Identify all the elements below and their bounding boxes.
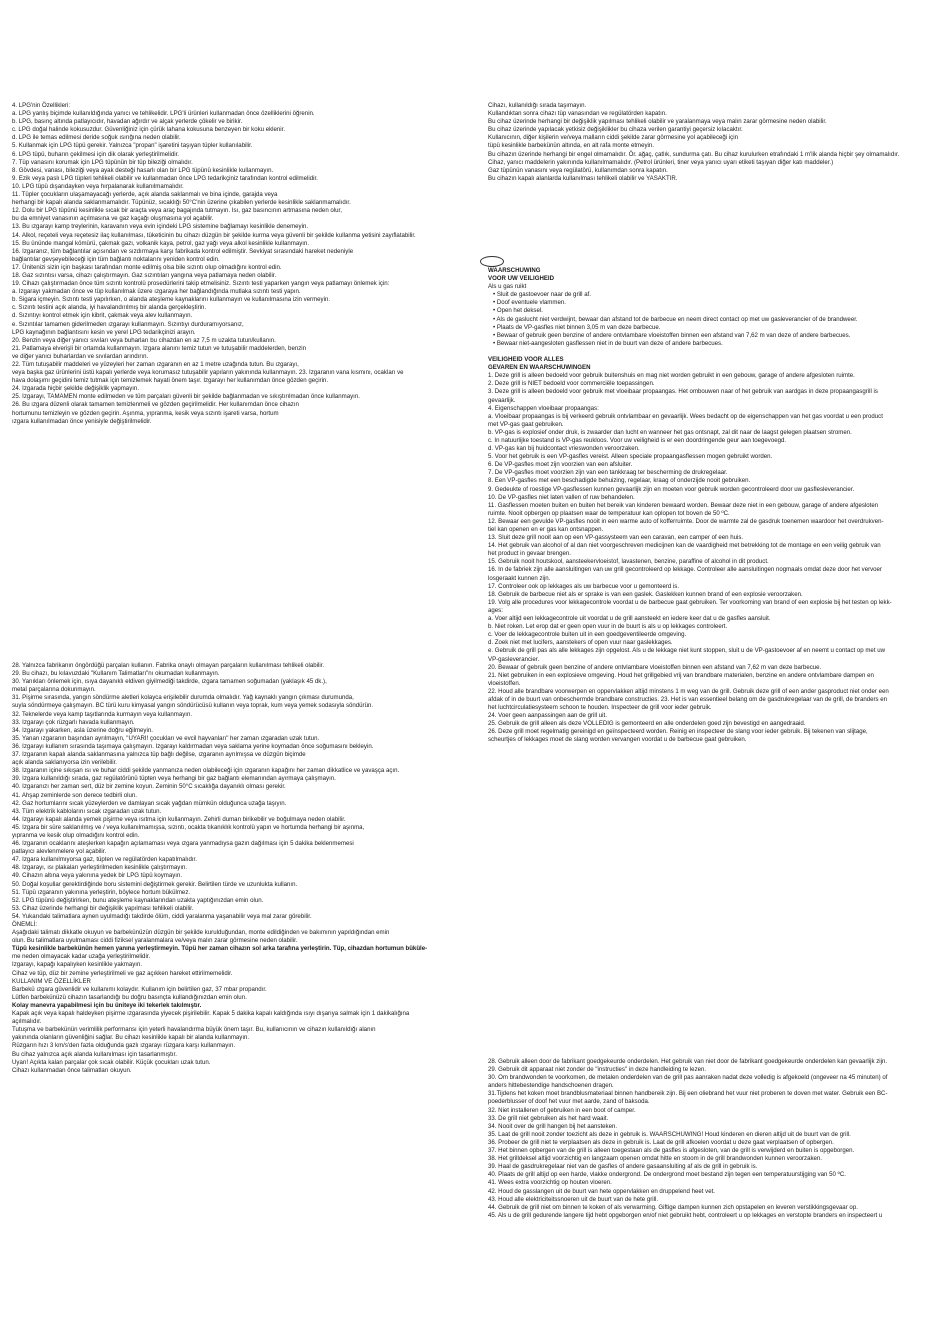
text-line: yıpranma ve kesik olup olmadığını kontrol edin. [12, 831, 140, 839]
text-line: b. VP-gas is explosief onder druk, is zwaarder dan lucht en wanneer het gas ontsnapt, zal dit naar de laagst gelegen plaatsen stromen. [488, 428, 852, 436]
text-line: 48. Izgarayı, ısı plakaları yerleştirilmeden kesinlikle çalıştırmayın. [12, 864, 188, 872]
text-line: 19. Volg alle procedures voor lekkagecontrole voordat u de barbecue gaat gebruiken. Ter voorkoming van brand of een explosie bij het testen op lekk- [488, 598, 892, 606]
text-line: 34. Izgarayı yakarken, asla üzerine doğru eğilmeyin. [12, 726, 153, 734]
text-line: 6. De VP-gasfles moet zijn voorzien van een afsluiter. [488, 461, 633, 469]
text-line: losgeraakt kunnen zijn. [488, 574, 551, 582]
text-line: bağlantılar gevşeyebileceği için tüm bağlantı noktalarını yeniden kontrol edin. [12, 255, 220, 263]
text-line: Tüpü kesinlikle barbekünün hemen yanına yerleştirmeyin. Tüpü her zaman cihazın sol arka tarafına yerleştirin. Tüp, cihazdan hortumun büküle- [12, 945, 428, 953]
text-line: 36. Probeer de grill niet te verplaatsen als deze in gebruik is. Laat de grill afkoelen voordat u deze gaat verplaatsen of opbergen. [488, 1138, 834, 1146]
text-line: a. Izgarayı yakmadan önce ve tüp kullanılmak üzere ızgaraya her bağlandığında mutlaka sızıntı testi yapın. [12, 288, 301, 296]
text-line: 13. Sluit deze grill nooit aan op een VP-gassysteem van een caravan, een camper of een huis. [488, 534, 744, 542]
text-line: 43. Houd alle elektriciteitssnoeren uit de buurt van de hete grill. [488, 1195, 659, 1203]
text-line: 36. Izgarayı kullanım sırasında taşımaya çalışmayın. Izgarayı kaldırmadan veya saklama yerine koymadan önce soğumasını bekleyin. [12, 742, 374, 750]
text-line: 46. Izgaranın ocaklarını ateşlerken kapağın açılamaması veya ızgara yanmadıysa gazın dağılması için 5 dakika beklenmemesi [12, 840, 354, 848]
text-line: 9. Ezik veya paslı LPG tüpleri tehlikeli olabilir ve kullanmadan önce LPG tedarikçiniz tarafından kontrol edilmelidir. [12, 174, 318, 182]
text-line: d. Sızıntıyı kontrol etmek için kibrit, çakmak veya alev kullanmayın. [12, 312, 193, 320]
turkish-column-top [12, 102, 470, 426]
text-line: tiel kan openen en er gas kan ontsnappen. [488, 526, 604, 533]
text-line: 10. De VP-gasfles niet laten vallen of ruw behandelen. [488, 493, 635, 501]
text-line: 7. De VP-gasfles moet voorzien zijn van een tankkraag ter bescherming de drukregelaar. [488, 469, 728, 477]
text-line: açılmalıdır. [12, 1018, 42, 1026]
text-line: 22. Houd alle brandbare voorwerpen en oppervlakken altijd minstens 1 m weg van de grill. Gebruik deze grill of een ander gasproduct niet onder een [488, 687, 889, 695]
text-line: 14. Alkol, reçeteli veya reçetesiz ilaç kullanılması, tüketicinin bu cihazı düzgün bir şekilde kurma veya güvenli bir şekilde kullanma yetisini zayıflatabilir. [12, 231, 416, 239]
text-line: • Doof eventuele vlammen. [493, 299, 566, 307]
text-line: 31.Tijdens het koken moet brandblusmateriaal binnen handbereik zijn. Bij een oliebrand het vuur niet proberen te doven met water. Gebruik een BC- [488, 1090, 888, 1098]
text-line: 54. Yukarıdaki talimatlara aynen uyulmadığı takdirde ölüm, ciddi yaralanma yaşanabilir veya mal zarar görebilir. [12, 912, 312, 920]
text-line: ruimte. Nooit opbergen op plaatsen waar de temperatuur kan oplopen tot boven de 50 ºC. [488, 509, 730, 517]
text-line: hortumunu temizleyin ve gözden geçirin. Aşınma, yıpranma, kesik veya sızıntı işareti varsa, hortum [12, 409, 279, 417]
text-line: poederblusser of doof het vuur met aarde, zand of baksoda. [488, 1098, 650, 1106]
text-line: Bu cihaz üzerinde herhangi bir değişiklik yapılması tehlikeli olabilir ve yaralanmaya veya malın zarar görmesine neden olabilir. [488, 118, 827, 126]
text-line: Bu cihazın kapalı alanlarda kullanılması tehlikeli olabilir ve YASAKTIR. [488, 174, 678, 182]
text-line: anders hittebestendige handschoenen dragen. [488, 1082, 614, 1090]
text-line: 1. Deze grill is alleen bedoeld voor gebruik buitenshuis en mag niet worden gebruikt in een gebouw, garage of andere afgesloten ruimte. [488, 372, 855, 380]
text-line: d. LPG ile temas edilmesi deride soğuk ısırığına neden olabilir. [12, 134, 181, 142]
text-line: 7. Tüp vanasını korumak için LPG tüpünün bir tüp bileziği olmalıdır. [12, 158, 193, 166]
text-line: 49. Cihazın altına veya yakınına yedek bir LPG tüpü koymayın. [12, 872, 183, 880]
text-line: Uyarı! Açıkta kalan parçalar çok sıcak olabilir. Küçük çocukları uzak tutun. [12, 1058, 211, 1066]
text-line: 22. Tüm tutuşabilir maddeleri ve yüzeyleri her zaman ızgaranın en az 1 metre uzağında tutun. Bu ızgarayı, [12, 361, 299, 368]
text-line: scheurtjes of lekkages moet de slang worden vervangen voordat u de barbecue gaat gebruiken. [488, 736, 747, 744]
text-line: 13. Bu ızgarayı kamp treylerinin, karavanın veya evin içindeki LPG sistemine bağlamayı kesinlikle denemeyin. [12, 223, 309, 231]
text-line: 8. Een VP-gasfles met een beschadigde behuizing, regelaar, kraag of onderzijde nooit gebruiken. [488, 477, 751, 485]
text-line: açık alanda saklanıyorsa izin verilebilir. [12, 759, 117, 767]
text-line: 20. Benzin veya diğer yanıcı sıvıları veya buharları bu cihazdan en az 7,5 m uzakta tutun/kullanın. [12, 336, 276, 344]
text-line: 28. Gebruik alleen door de fabrikant goedgekeurde onderdelen. Het gebruik van niet door de fabrikant goedgekeurde onderdelen kan gevaarlijk zijn. [488, 1058, 888, 1065]
text-line: 21. Patlamaya elverişli bir ortamda kullanmayın. Izgara alanını temiz tutun ve tutuşabilir maddelerden, benzin [12, 344, 307, 352]
text-line: 8. Gövdesi, vanası, bileziği veya ayak desteği hasarlı olan bir LPG tüpünü kesinlikle kullanmayın. [12, 166, 274, 174]
text-line: Aşağıdaki talimatı dikkatle okuyun ve barbekünüzün düzgün bir şekilde kurulduğundan, monte edildiğinden ve bakımının yapıldığından emin [12, 929, 390, 937]
text-line: patlayıcı alevlenmelere yol açabilir. [12, 848, 107, 856]
text-line: Cihazı, kullanıldığı sırada taşımayın. [488, 102, 587, 109]
text-line: herhangi bir kapalı alanda saklanmamalıdır. Tüpünüz, sıcaklığı 50°C'nin üzerine çıkabilen yerlerde kesinlikle saklanmamalıdır. [12, 199, 351, 207]
text-line: 24. Voer geen aanpassingen aan de grill uit. [488, 712, 607, 720]
text-line: 53. Cihaz üzerinde herhangi bir değişiklik yapılması tehlikeli olabilir. [12, 904, 194, 912]
text-line: Rüzgarın hızı 3 km/s'den fazla olduğunda gazlı ızgarayı rüzgara karşı kullanmayın. [12, 1042, 236, 1050]
text-line: GEVAREN EN WAARSCHUWINGEN [488, 364, 591, 372]
text-line: 28. Yalnızca fabrikanın öngördüğü parçaları kullanın. Fabrika onaylı olmayan parçaların kullanılması tehlikeli olabilir. [12, 662, 325, 669]
turkish-column-top-right [488, 102, 946, 183]
text-line: VEILIGHEID VOOR ALLES [488, 356, 564, 364]
text-line: • Bewaar niet-aangesloten gasflessen niet in de buurt van deze of andere barbecues. [493, 339, 723, 347]
text-line: c. In natuurlijke toestand is VP-gas reukloos. Voor uw veiligheid is er een doordringende geur aan toegevoegd. [488, 436, 787, 444]
text-line: 30. Yanıkları önlemek için, ısıya dayanıklı eldiven giyilmediği takdirde, ızgara tamamen soğumadan (yaklaşık 45 dk.), [12, 678, 327, 686]
text-line: b. Sigara içmeyin. Sızıntı testi yapılırken, o alanda ateşleme kaynaklarını kullanmayın ve kullanılmasına izin vermeyin. [12, 296, 331, 304]
text-line: hava dolaşımı geçidini temiz tutmak için temizlemek hayati önem taşır. Izgarayı her kullanımdan önce gözden geçirin. [12, 377, 329, 385]
text-line: 3. Deze grill is alleen bedoeld voor gebruik met vloeibaar propaangas. Het ombouwen naar of het gebruik van aardgas in deze propaangasgrill is [488, 388, 878, 396]
empty-oval-mark [480, 256, 504, 267]
text-line: 31. Pişirme sırasında, yangın söndürme aletleri kolayca erişilebilir durumda olmalıdır. Yağ kaynaklı yangın çıkması durumunda, [12, 694, 354, 702]
text-line: d. VP-gas kan bij huidcontact vrieswonden veroorzaken. [488, 445, 640, 453]
text-line: Kapak açık veya kapalı haldeyken pişirme ızgarasında yiyecek pişirilebilir. Kapak 5 dakika kapalı kaldığında ısıyı dışarıya salmak için 1 dakikalığına [12, 1010, 410, 1018]
text-line: 4. LPG'nin Özellikleri: [12, 102, 71, 109]
text-line: 41. Ahşap zeminlerde son derece tedbirli olun. [12, 791, 137, 799]
text-line: ages: [488, 606, 503, 614]
text-line: met VP-gas gaat gebruiken. [488, 420, 564, 428]
text-line: a. Voer altijd een lekkagecontrole uit voordat u de grill aansteekt en iedere keer dat u de gasfles aansluit. [488, 615, 771, 623]
text-line: b. LPG, basınç altında patlayıcıdır, havadan ağırdır ve alçak yerlerde çökelir ve birikir. [12, 118, 243, 126]
text-line: • Bewaar of gebruik geen benzine of andere ontvlambare vloeistoffen binnen een afstand van 7,62 m van deze of andere barbecues. [493, 331, 851, 339]
text-line: 10. LPG tüpü dışarıdayken veya hırpalanarak kullanılmamalıdır. [12, 182, 184, 190]
dutch-warning-column [488, 267, 946, 745]
text-line: ve diğer yanıcı buharlardan ve sıvılardan arındırın. [12, 352, 149, 360]
text-line: 19. Cihazı çalıştırmadan önce tüm sızıntı kontrolü prosedürlerini takip etmelisiniz. Sızıntı testi yaparken yangın veya patlamayı önlemek için: [12, 280, 390, 288]
text-line: 32. Teknelerde veya kamp taşıtlarında kurmayın veya kullanmayın. [12, 710, 193, 718]
text-line: me neden olmayacak kadar uzağa yerleştirilmelidir. [12, 953, 151, 961]
text-line: 44. Gebruik de grill niet om binnen te koken of als verwarming. Giftige dampen kunnen zich opstapelen en leveren verstikkingsgevaar op. [488, 1203, 858, 1211]
text-line: LPG kaynağının bağlantısını kesin ve yerel LPG tedarikçinizi arayın. [12, 328, 196, 336]
text-line: 2. Deze grill is NIET bedoeld voor commerciële toepassingen. [488, 380, 655, 388]
text-line: 15. Bu ününde mangal kömürü, çakmak gazı, volkanik kaya, petrol, gaz yağı veya alkol kesinlikle kullanmayın. [12, 239, 310, 247]
text-line: Kullandıktan sonra cihazı tüp vanasından ve regülatörden kapatın. [488, 110, 667, 118]
text-line: WAARSCHUWING [488, 267, 541, 274]
text-line: 41. Wees extra voorzichtig op houten vloeren. [488, 1179, 612, 1187]
text-line: e. Sızıntılar tamamen giderilmeden ızgarayı kullanmayın. Sızıntıyı durduramıyorsanız, [12, 320, 244, 328]
text-line: 40. Izgaranızı her zaman sert, düz bir zemine koyun. Zeminin 50°C sıcaklığa dayanıklı olması gerekir. [12, 783, 286, 791]
text-line: 17. Ünitenizi sizin için başkası tarafından monte edilmiş olsa bile sızıntı olup olmadığını kontrol edin. [12, 263, 282, 271]
text-line: 18. Gaz sızıntısı varsa, cihazı çalıştırmayın. Gaz sızıntıları yangına veya patlamaya neden olabilir. [12, 271, 277, 279]
text-line: • Open het deksel. [493, 307, 543, 315]
text-line: Izgarayı, kapağı kapalıyken kesinlikle yakmayın. [12, 961, 143, 969]
text-line: 38. Het grilldeksel altijd voorzichtig en langzaam openen omdat hitte en stoom in de grill brandwonden kunnen veroorzaken. [488, 1155, 823, 1163]
text-line: KULLANIM VE ÖZELLİKLER [12, 977, 91, 985]
text-line: 45. Izgara bir süre saklanılmış ve / veya kullanılmamışsa, sızıntı, ocakta tıkanıklık kontrolü yapın ve hortumda herhangi bir aşınma, [12, 823, 365, 831]
text-line: 47. Izgara kullanılmıyorsa gaz, tüpten ve regülatörden kapatılmalıdır. [12, 856, 197, 864]
text-line: bu da emniyet vanasının açılmasına ve gaz kaçağı oluşmasına yol açabilir. [12, 215, 214, 223]
text-line: 37. Het binnen opbergen van de grill is alleen toegestaan als de gasfles is afgesloten, van de grill is verwijderd en buiten is opgeborgen. [488, 1147, 855, 1155]
text-line: 37. Izgaranın kapalı alanda saklanmasına yalnızca tüp bağlı değilse, ızgaranın ayrılmışsa ve düzgün biçimde [12, 751, 306, 759]
text-line: 24. Izgarada hiçbir şekilde değişiklik yapmayın. [12, 385, 140, 393]
text-line: veya başka gaz ürünlerini üstü kapalı yerlerde veya korumasız tutuşabilir yapıların yakınında kullanmayın. 23. Izgaranın vana kısmını, ocakları ve [12, 369, 404, 377]
text-line: 5. Kullanmak için LPG tüpü gerekir. Yalnızca "propan" işaretini taşıyan tüpler kullanılabilir. [12, 142, 253, 150]
text-line: Cihazı kullanmadan önce talimatları okuyun. [12, 1066, 132, 1074]
text-line: 35. Yanan ızgaranın başından ayrılmayın, "UYARI! çocukları ve evcil hayvanları" her zaman ızgaradan uzak tutun. [12, 734, 320, 742]
text-line: Kolay manevra yapabilmesi için bu üniteye iki tekerlek takılmıştır. [12, 1001, 202, 1009]
text-line: 51. Tüpü ızgaranın yakınına yerleştirin, böylece hortum bükülmez. [12, 888, 191, 896]
text-line: 25. Izgarayı, TAMAMEN monte edilmeden ve tüm parçaları güvenli bir şekilde bağlanmadan ve sıkıştırılmadan önce kullanmayın. [12, 393, 360, 401]
text-line: b. Niet roken. Let erop dat er geen open vuur in de buurt is als u op lekkages controleert. [488, 623, 728, 631]
text-line: Bu cihazın üzerinde herhangi bir engel olmamalıdır. Ör. ağaç, çatlık, sundurma çatı. Bu cihaz kurulurken etrafındaki 1 m'lik alanda hiçbir şey olmamalıdır. [488, 150, 900, 158]
text-line: ızgara kullanılmadan önce yenisiyle değiştirilmelidir. [12, 417, 152, 425]
text-line: 52. LPG tüpünü değiştirirken, bunu ateşleme kaynaklarından uzakta yaptığınızdan emin olun. [12, 896, 264, 904]
turkish-column-bottom [12, 662, 470, 1075]
text-line: Tutuşma ve barbekünün verimlilik performansı için yeterli havalandırma büyük önem taşır. Bu, kullanıcının ve cihazın kullanıldığı alanın [12, 1026, 376, 1034]
text-line: c. Sızıntı testini açık alanda, iyi havalandırılmış bir alanda gerçekleştirin. [12, 304, 207, 312]
text-line: 42. Gaz hortumlarını sıcak yüzeylerden ve damlayan sıcak yağdan mümkün olduğunca uzağa taşıyın. [12, 799, 287, 807]
text-line: Als u gas ruikt [488, 283, 527, 291]
text-line: 35. Laat de grill nooit zonder toezicht als deze in gebruik is. WAARSCHUWING! Houd kinderen en dieren altijd uit de buurt van de grill. [488, 1130, 851, 1138]
text-line: 16. In de fabriek zijn alle aansluitingen van uw grill gecontroleerd op lekkage. Controleer alle aansluitingen nogmaals omdat deze door het vervoer [488, 566, 882, 574]
text-line: 38. Izgaranın içine sıkışan ısı ve buhar ciddi şekilde yanmanıza neden olabileceği için ızgaranın kapağını her zaman dikkatlice ve yavaşça açın. [12, 767, 400, 775]
text-line: 26. Deze grill moet regelmatig gereinigd en geïnspecteerd worden. Reinig en inspecteer de slang voor ieder gebruik. Bij tekenen van slijtage, [488, 728, 868, 736]
text-line: 29. Gebruik dit apparaat niet zonder de "instructies" in deze handleiding te lezen. [488, 1066, 707, 1074]
text-line: het luchtcirculatiesysteem schoon te houden. Inspecteer de grill voor ieder gebruik. [488, 704, 712, 712]
text-line: 50. Doğal koşullar gerektirdiğinde boru sistemini değiştirmek gerekir. Belirtilen türde ve uzunlukta kullanın. [12, 880, 298, 888]
text-line: 44. Izgarayı kapalı alanda yemek pişirme veya ısıtma için kullanmayın. Zehirli duman birikebilir ve boğulmaya neden olabilir. [12, 815, 346, 823]
text-line: c. LPG doğal halinde kokusuzdur. Güvenliğiniz için çürük lahana kokusuna benzeyen bir koku eklenir. [12, 126, 286, 134]
text-line: 11. Gasflessen moeten buiten en buiten het bereik van kinderen bewaard worden. Bewaar deze niet in een gebouw, garage of andere afgesloten [488, 501, 879, 509]
text-line: olun. Bu talimatlara uyulmaması ciddi fiziksel yaralanmalara ve/veya malın zarar görmesine neden olabilir. [12, 937, 298, 945]
text-line: 4. Eigenschappen vloeibaar propaangas: [488, 404, 599, 412]
text-line: 16. Izgaranız, tüm bağlantılar açısından ve sızdırmaya karşı fabrikada kontrol edilmiştir. Sevkiyat sırasındaki hareket nedeniyle [12, 247, 354, 255]
text-line: 12. Bewaar een gevulde VP-gasfles nooit in een warme auto of kofferruimte. Door de warmte zal de gasdruk toenemen waardoor het overdrukven- [488, 517, 884, 525]
text-line: 30. Om brandwonden te voorkomen, de metalen onderdelen van de grill pas aanraken nadat deze volledig is afgekoeld (ongeveer na 45 minuten) of [488, 1074, 888, 1082]
text-line: het product in gevaar brengen. [488, 550, 572, 558]
text-line: 18. Gebruik de barbecue niet als er sprake is van een gaslek. Gaslekken kunnen brand of een explosie veroorzaken. [488, 590, 803, 598]
text-line: • Sluit de gastoevoer naar de grill af. [493, 291, 591, 299]
text-line: 43. Tüm elektrik kablolarını sıcak ızgaradan uzak tutun. [12, 807, 162, 815]
text-line: Gaz tüpünün vanasını veya regülatörü, kullanımdan sonra kapatın. [488, 166, 668, 174]
text-line: a. Vloeibaar propaangas is bij verkeerd gebruik ontvlambaar en gevaarlijk. Wees bedacht op de eigenschappen van het gas voordat u een product [488, 412, 883, 420]
text-line: 39. Haal de gasdrukregelaar niet van de gasfles of andere gasaansluiting af als de grill in gebruik is. [488, 1163, 758, 1171]
text-line: vloeistoffen. [488, 679, 521, 687]
text-line: 11. Tüpler çocukların ulaşamayacağı yerlerde, açık alanda saklanmalı ve bina içinde, garajda veya [12, 191, 278, 199]
text-line: 15. Gebruik nooit houtskool, aansteekervloeistof, lavastenen, benzine, paraffine of alcohol in dit product. [488, 558, 769, 566]
text-line: • Als de gaslucht niet verdwijnt, bewaar dan afstand tot de barbecue en neem direct contact op met uw gasleverancier of de brandweer. [493, 315, 858, 323]
text-line: Bu cihaz üzerinde yapılacak yetkisiz değişiklikler bu cihaza verilen garantiyi geçersiz kılacaktır. [488, 126, 743, 134]
text-line: a. LPG yanlış biçimde kullanıldığında yanıcı ve tehlikelidir. LPG'li ürünleri kullanmadan önce özelliklerini öğrenin. [12, 110, 315, 118]
text-line: metal parçalarına dokunmayın. [12, 686, 96, 694]
text-line: 45. Als u de grill gedurende langere tijd hebt opgeborgen en/of niet gebruikt hebt, controleert u op lekkages en verstopte branders en inspecteert u [488, 1211, 883, 1219]
text-line: yakınında olanların güvenliğini sağlar. Bu cihazı kesinlikle kapalı bir alanda kullanmayın. [12, 1034, 250, 1042]
text-line: 17. Controleer ook op lekkages als uw barbecue voor u gemonteerd is. [488, 582, 680, 590]
text-line: 32. Niet installeren of gebruiken in een boot of camper. [488, 1106, 636, 1114]
text-line: e. Gebruik de grill pas als alle lekkages zijn opgelost. Als u de lekkage niet kunt stoppen, sluit u de VP-gastoevoer af en neemt u contact op met uw [488, 647, 886, 655]
text-line: 33. De grill niet gebruiken als het hard waait. [488, 1114, 609, 1122]
text-line: 21. Niet gebruiken in een explosieve omgeving. Houd het grillgebied vrij van brandbare materialen, benzine en andere ontvlambare dampen en [488, 671, 874, 679]
text-line: VOOR UW VEILIGHEID [488, 275, 555, 283]
text-line: 33. Izgarayı çok rüzgarlı havada kullanmayın. [12, 718, 135, 726]
text-line: Cihaz, yanıcı maddelerin yakınında kullanılmamalıdır. (Petrol ürünleri, tiner veya yanıcı uyarı etiketi taşıyan diğer katı maddeler.) [488, 158, 834, 166]
text-line: 29. Bu cihazı, bu kılavuzdaki "Kullanım Talimatları"nı okumadan kullanmayın. [12, 670, 220, 678]
text-line: 25. Gebruik de grill alleen als deze VOLLEDIG is gemonteerd en alle onderdelen goed zijn bevestigd en aangedraaid. [488, 720, 806, 728]
text-line: 14. Het gebruik van alcohol of al dan niet voorgeschreven medicijnen kan de vaardigheid met betrekking tot de montage en een veilig gebruik van [488, 542, 881, 550]
text-line: c. Voer de lekkagecontrole buiten uit in een goedgeventileerde omgeving. [488, 631, 687, 639]
text-line: Bu cihaz yalnızca açık alanda kullanılması için tasarlanmıştır. [12, 1050, 177, 1058]
text-line: afdak of in de buurt van onbeschermde brandbare constructies. 23. Het is van essentieel belang om de gasdrukregelaar van de grill, de branders en [488, 695, 888, 703]
text-line: 34. Nooit over de grill hangen bij het aansteken. [488, 1122, 618, 1130]
text-line: 39. Izgara kullanıldığı sırada, gaz regülatörünü tüpten veya herhangi bir gaz bağlantı elemanından ayırmaya çalışmayın. [12, 775, 336, 783]
text-line: • Plaats de VP-gasfles niet binnen 3,05 m van deze barbecue. [493, 323, 661, 331]
text-line: 5. Voor het gebruik is een VP-gasfles vereist. Alleen speciale propaangasflessen mogen gebruikt worden. [488, 453, 773, 461]
text-line: 6. LPG tüpü, buharın çekilmesi için dik olarak yerleştirilmelidir. [12, 150, 179, 158]
text-line: suyla söndürmeye çalışmayın. BC türü kuru kimyasal yangın söndürücüsü kullanın veya toprak, kum veya yemek sodasıyla söndürün. [12, 702, 374, 710]
text-line: d. Zoek niet met lucifers, aanstekers of open vuur naar gaslekkages. [488, 639, 673, 647]
text-line: 42. Houd de gasslangen uit de buurt van hete oppervlakken en druppelend heet vet. [488, 1187, 715, 1195]
text-line: 12. Dolu bir LPG tüpünü kesinlikle sıcak bir araçta veya araç bagajında tutmayın. Isı, gaz basıncının artmasına neden olur, [12, 207, 342, 215]
text-line: VP-gasleverancier. [488, 655, 540, 663]
text-line: 20. Bewaar of gebruik geen benzine of andere ontvlambare vloeistoffen binnen een afstand van 7,62 m van deze barbecue. [488, 663, 822, 671]
text-line: gevaarlijk. [488, 396, 516, 404]
text-line: 40. Plaats de grill altijd op een harde, vlakke ondergrond. De ondergrond moet bestand zijn tegen een temperatuurstijging van 50 ºC. [488, 1171, 846, 1179]
text-line: 26. Bu ızgara düzenli olarak tamamen temizlenmeli ve gözden geçirilmelidir. Her kullanımdan önce cihazın [12, 401, 299, 409]
text-line: 9. Gedeukte of roestige VP-gasflessen kunnen gevaarlijk zijn en moeten voor gebruik worden gecontroleerd door uw gasflesleverancier. [488, 485, 855, 493]
dutch-column-bottom [488, 1058, 946, 1220]
text-line: ÖNEMLİ: [12, 921, 38, 928]
text-line: Barbekü ızgara güvenlidir ve kullanımı kolaydır. Kullanım için belirtilen gaz, 37 mbar propandır. [12, 985, 267, 993]
text-line: tüpü kesinlikle barbekünün altında, en alt rafa monte etmeyin. [488, 142, 654, 150]
text-line: Kullanıcının, diğer kişilerin ve/veya malların ciddi şekilde zarar görmesine yol açabileceği için [488, 134, 738, 142]
text-line: Lütfen barbekünüzü cihazın tasarlandığı bu doğru basınçta kullandığınızdan emin olun. [12, 993, 247, 1001]
text-line: Cihaz ve tüp, düz bir zemine yerleştirilmeli ve gaz açıkken hareket ettirilmemelidir. [12, 969, 233, 977]
